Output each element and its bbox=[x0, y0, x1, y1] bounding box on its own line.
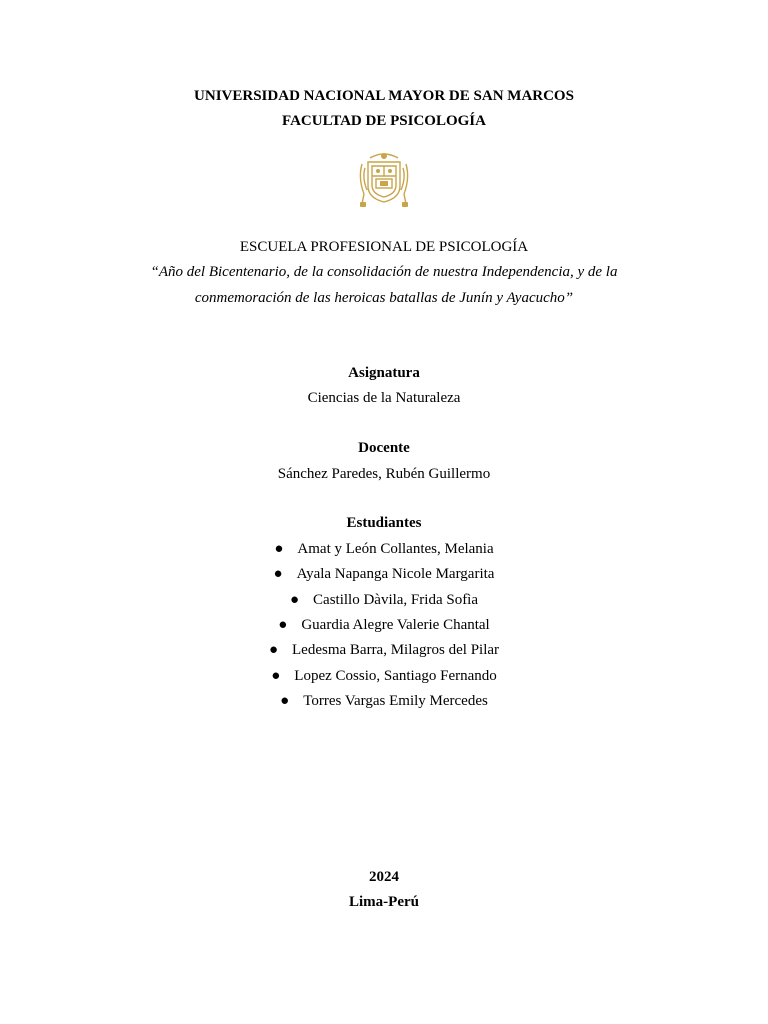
student-name: Lopez Cossio, Santiago Fernando bbox=[294, 668, 497, 684]
bullet-icon: ● bbox=[274, 541, 284, 557]
student-name: Castillo Dàvila, Frida Sofìa bbox=[313, 592, 479, 608]
bullet-icon: ● bbox=[271, 668, 281, 684]
list-item bbox=[0, 691, 768, 711]
teacher-label: Docente bbox=[358, 440, 410, 456]
bullet-icon: ● bbox=[280, 693, 290, 709]
university-name: UNIVERSIDAD NACIONAL MAYOR DE SAN MARCOS bbox=[194, 88, 574, 104]
motto-line-1: “Año del Bicentenario, de la consolidación de nuestra Independencia, y de la bbox=[150, 264, 618, 280]
course-value: Ciencias de la Naturaleza bbox=[307, 390, 461, 406]
student-name: Ayala Napanga Nicole Margarita bbox=[296, 566, 495, 582]
students-label: Estudiantes bbox=[346, 515, 422, 531]
student-name: Ledesma Barra, Milagros del Pilar bbox=[292, 642, 500, 658]
student-name: Amat y León Collantes, Melania bbox=[297, 541, 494, 557]
bullet-icon: ● bbox=[278, 617, 288, 633]
teacher-value: Sánchez Paredes, Rubén Guillermo bbox=[277, 466, 491, 482]
university-seal-icon bbox=[356, 150, 412, 208]
student-name: Guardia Alegre Valerie Chantal bbox=[301, 617, 490, 633]
course-label: Asignatura bbox=[348, 365, 420, 381]
bullet-icon: ● bbox=[268, 642, 279, 658]
school-name: ESCUELA PROFESIONAL DE PSICOLOGÍA bbox=[239, 239, 529, 255]
bullet-icon: ● bbox=[273, 566, 283, 582]
list-item bbox=[0, 666, 768, 686]
bullet-icon: ● bbox=[289, 592, 300, 608]
list-item bbox=[0, 640, 768, 660]
year: 2024 bbox=[369, 869, 399, 885]
list-item bbox=[0, 564, 768, 584]
motto-line-2: conmemoración de las heroicas batallas de Junín y Ayacucho” bbox=[194, 290, 574, 306]
list-item bbox=[0, 590, 768, 610]
list-item bbox=[0, 539, 768, 559]
faculty-name: FACULTAD DE PSICOLOGÍA bbox=[282, 113, 486, 129]
place: Lima-Perú bbox=[349, 894, 419, 910]
student-name: Torres Vargas Emily Mercedes bbox=[303, 693, 488, 709]
list-item bbox=[0, 615, 768, 635]
